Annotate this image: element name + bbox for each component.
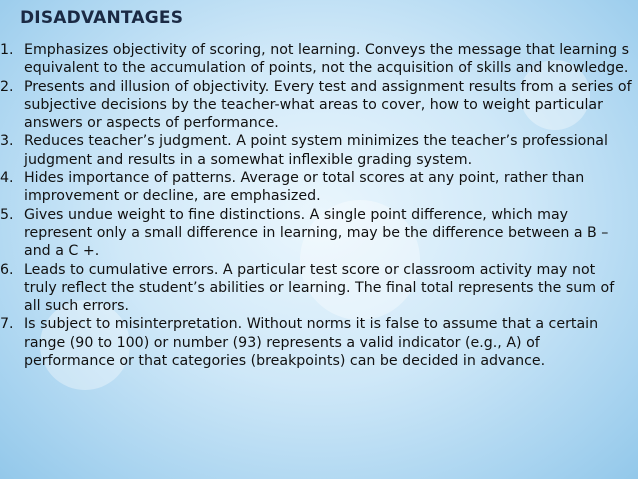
- item-text: Reduces teacher’s judgment. A point system minimizes the teacher’s professional judgment and results in a somewhat inflexible grading system.: [24, 133, 608, 168]
- slide-title: DISADVANTAGES: [20, 8, 184, 28]
- item-number: 1.: [0, 42, 14, 58]
- list-item: [0, 169, 632, 206]
- list-item: [0, 78, 632, 133]
- list-item: [0, 41, 632, 78]
- item-number: 7.: [0, 316, 14, 333]
- item-text: Is subject to misinterpretation. Without norms it is false to assume that a certain range (90 to 100) or number (93) represents a valid indicator (e.g., A) of performance or that categories (breakpoints) can be decided in advance.: [24, 316, 599, 370]
- item-number: 3.: [0, 133, 14, 150]
- list-item: [0, 206, 632, 261]
- list-item: [0, 132, 632, 169]
- item-number: 4.: [0, 170, 14, 187]
- list-item: [0, 261, 632, 316]
- item-number: 5.: [0, 206, 14, 223]
- list-item: [0, 315, 632, 370]
- item-number: 2.: [0, 78, 14, 95]
- item-text: Emphasizes objectivity of scoring, not learning. Conveys the message that learning s equivalent to the accumulation of points, not the acquisition of skills and knowledge.: [24, 42, 630, 77]
- item-text: Leads to cumulative errors. A particular test score or classroom activity may not truly reflect the student’s abilities or learning. The final total represents the sum of all such errors.: [24, 261, 615, 315]
- item-number: 6.: [0, 261, 14, 278]
- item-text: Hides importance of patterns. Average or total scores at any point, rather than improvement or decline, are emphasized.: [24, 170, 585, 205]
- disadvantages-list: [0, 41, 632, 370]
- item-text: Presents and illusion of objectivity. Every test and assignment results from a series of subjective decisions by the teacher-what areas to cover, how to weight particular answers or aspects of performance.: [24, 78, 632, 132]
- item-text: Gives undue weight to fine distinctions. A single point difference, which may represent only a small difference in learning, may be the difference between a B – and a C +.: [24, 206, 609, 260]
